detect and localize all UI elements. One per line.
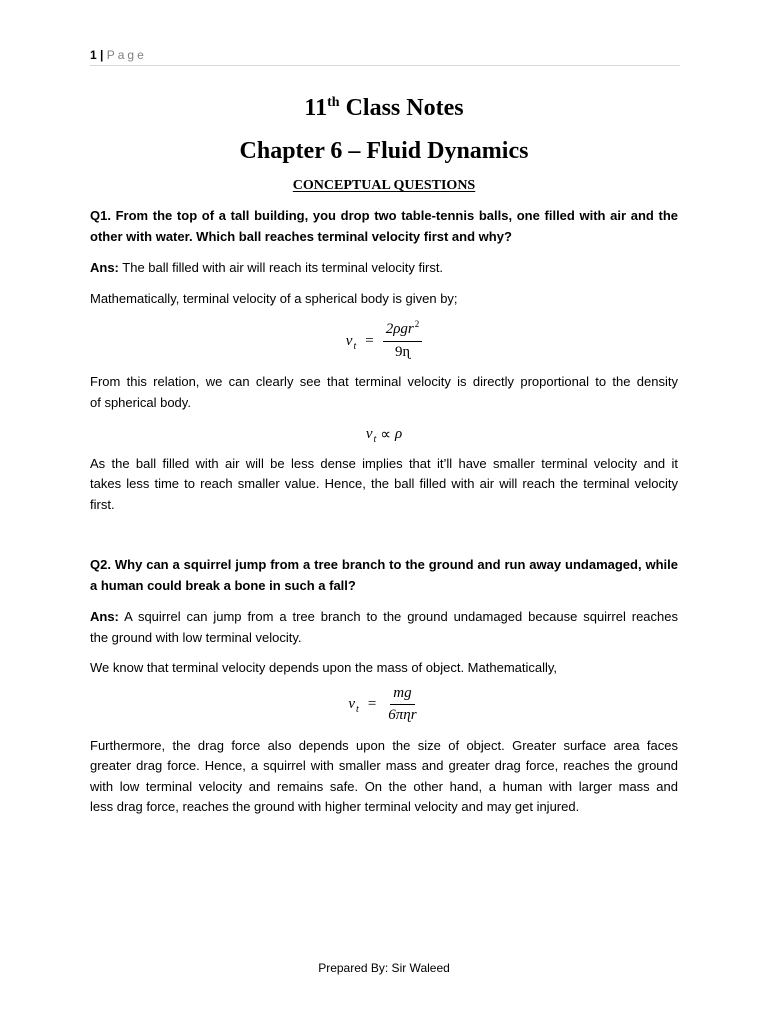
q1-answer [90, 258, 678, 279]
q1-formula-intro [90, 289, 678, 310]
q1-relation-line: From this relation, we can clearly see that terminal velocity is directly proportional to the density [90, 374, 678, 389]
q2-answer-label: Ans: [90, 609, 119, 624]
equation-subscript: t [353, 340, 357, 352]
q2-answer-line [90, 607, 678, 628]
equation-lhs [366, 426, 376, 443]
header-rule [90, 65, 680, 66]
page-header [90, 47, 147, 63]
equation-numerator: mg [390, 683, 414, 705]
q2-explanation [90, 736, 678, 817]
equation-fraction [383, 319, 423, 363]
page-number: 1 [90, 48, 97, 62]
equation-lhs [346, 333, 356, 350]
section-heading-text: CONCEPTUAL QUESTIONS [292, 178, 476, 193]
equation-lhs [348, 696, 358, 713]
equation-rhs: ρ [394, 425, 403, 442]
q2-explanation-line: less drag force, reaches the ground with higher terminal velocity and may get injured. [90, 798, 580, 814]
q2-question-line: Q2. Why can a squirrel jump from a tree branch to the ground and run away undamaged, while [90, 557, 678, 572]
page-footer: Prepared By: Sir Waleed [318, 961, 450, 975]
q2-terminal-velocity-equation [0, 683, 768, 726]
title-text: Class Notes [345, 95, 464, 121]
equation-operator: ∝ [380, 426, 391, 443]
q2-answer [90, 607, 678, 648]
equation-fraction [385, 683, 419, 726]
q1-relation-line: of spherical body. [90, 394, 191, 410]
q1-conclusion-line: first. [90, 496, 115, 512]
numerator-text: 2ρgr [385, 321, 414, 337]
q1-conclusion-line: As the ball filled with air will be less dense implies that it’ll have smaller terminal velocity and it [90, 456, 678, 471]
q2-question-line: a human could break a bone in such a fall? [90, 577, 356, 593]
q1-formula-intro-line: Mathematically, terminal velocity of a spherical body is given by; [90, 291, 458, 306]
q1-question [90, 206, 678, 247]
q1-question-line: other with water. Which ball reaches terminal velocity first and why? [90, 228, 512, 244]
q1-answer-label: Ans: [90, 260, 119, 275]
document-title [0, 93, 768, 127]
equation-denominator: 6πɳr [388, 707, 417, 723]
equation-subscript: t [373, 433, 377, 445]
q2-explanation-line: Furthermore, the drag force also depends upon the size of object. Greater surface area faces [90, 738, 678, 753]
q1-conclusion [90, 454, 678, 515]
equation-variable: v [348, 696, 356, 712]
q2-formula-intro [90, 658, 678, 679]
q2-formula-intro-line: We know that terminal velocity depends upon the mass of object. Mathematically, [90, 660, 558, 675]
equation-numerator [383, 319, 423, 342]
q1-relation [90, 372, 678, 413]
q2-explanation-line: with low terminal velocity and remains safe. On the other hand, a human with larger mass and [90, 778, 678, 794]
equation-variable: v [365, 425, 373, 442]
numerator-exponent: 2 [414, 319, 420, 329]
page-label: Page [106, 48, 147, 62]
q1-question-line: Q1. From the top of a tall building, you drop two table-tennis balls, one filled with air and the [90, 208, 678, 223]
q2-explanation-line: greater drag force. Hence, a squirrel with smaller mass and greater drag force, reaches the ground [90, 758, 678, 774]
equation-operator: = [367, 696, 377, 712]
q2-question [90, 555, 678, 596]
q1-conclusion-line: takes less time to reach smaller value. Hence, the ball filled with air will reach the terminal velocity [90, 476, 678, 492]
q1-terminal-velocity-equation [0, 319, 768, 363]
equation-subscript: t [356, 704, 359, 715]
q2-answer-text: A squirrel can jump from a tree branch to the ground undamaged because squirrel reaches [124, 609, 678, 624]
q1-answer-text: The ball filled with air will reach its terminal velocity first. [122, 260, 444, 275]
title-ordinal-suffix: th [327, 95, 340, 110]
chapter-title: Chapter 6 – Fluid Dynamics [239, 138, 529, 164]
q1-answer-line [90, 258, 678, 279]
section-heading [0, 177, 768, 195]
title-number: 11 [304, 95, 328, 121]
q2-answer-line: the ground with low terminal velocity. [90, 629, 302, 645]
equation-denominator: 9ɳ [394, 344, 410, 360]
header-separator: | [100, 48, 104, 62]
q1-proportionality-equation [0, 424, 768, 444]
equation-variable: v [345, 332, 353, 349]
equation-operator: = [365, 332, 374, 349]
